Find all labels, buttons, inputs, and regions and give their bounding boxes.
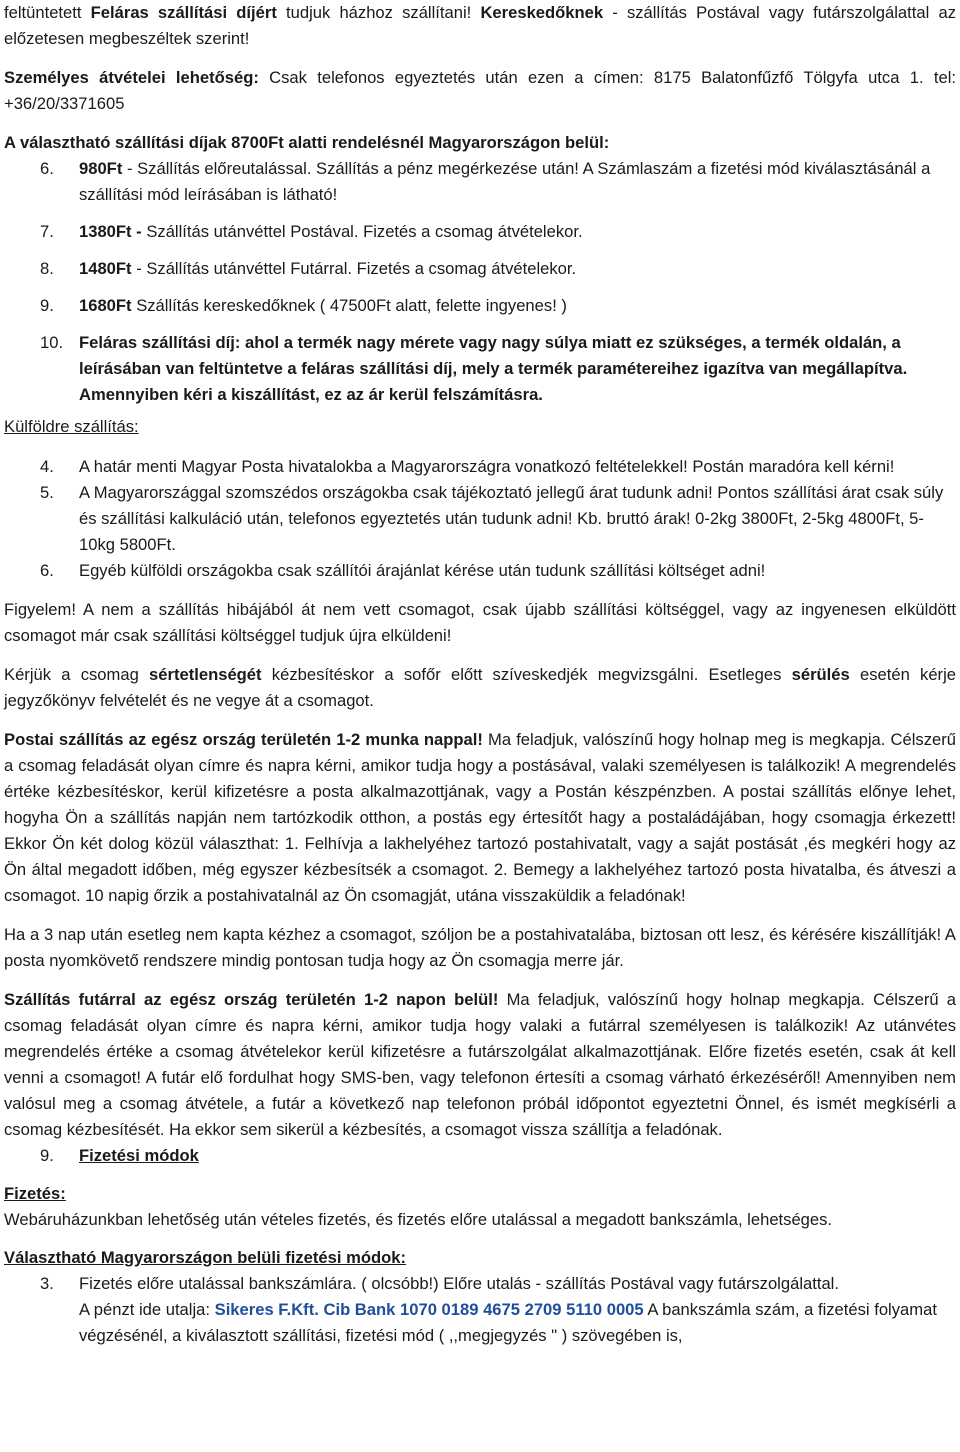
personal-pickup-text: Csak telefonos egyeztetés után ezen a címen: 8175 Balatonfűzfő Tölgyfa utca 1. tel: +36/20/3371605 bbox=[4, 68, 956, 113]
fee-price: 980Ft bbox=[79, 159, 123, 178]
fee-price: 1480Ft bbox=[79, 259, 132, 278]
list-item bbox=[4, 480, 956, 558]
fee-text: ahol a termék nagy mérete vagy nagy súlya miatt ez szükséges, a termék oldalán, a leírásában van feltüntetve a feláras szállítási díj, mely a termék paramétereihez igazítva van megállapítva. Amennyiben kéri a kiszállítást, ez az ár kerül felszámításra. bbox=[79, 333, 908, 404]
fee-price: 1680Ft bbox=[79, 296, 132, 315]
item-number: 6. bbox=[40, 561, 54, 580]
courier-text: Ma feladjuk, valószínű hogy holnap megkapja. Célszerű a csomag feladását olyan címre és napra kérni, amikor tudja hogy valaki a futárral személyesen is találkozik! Az utánvétes megrendelés értéke a csomag átvételekor kerül kifizetésre a futárszolgálat alkalmazottjának. Előre fizetés esetén, csak át kell venni a csomagot! A futár elő fordulhat hogy SMS-ben, vagy telefonon értesíti a csomag várható érkezéséről! Amennyiben nem valósul meg a csomag átvétele, a futár a következő nap telefonon próbál időpontot egyeztetni Önnel, és ismét megkísérli a csomag kézbesítését. Ha ekkor sem sikerül a kézbesítés, a csomagot vissza szállítja a feladónak. bbox=[4, 990, 956, 1139]
intro-text: feltüntetett bbox=[4, 3, 91, 22]
list-item bbox=[4, 219, 956, 245]
payment-text: Webáruházunkban lehetőség után vételes fizetés, és fizetés előre utalással a megadott bankszámla, lehetséges. bbox=[4, 1210, 833, 1229]
abroad-text: Egyéb külföldi országokba csak szállítói árajánlat kérése után tudunk szállítási költséget adni! bbox=[79, 561, 766, 580]
item-number: 6. bbox=[40, 159, 54, 178]
personal-pickup-paragraph bbox=[4, 65, 956, 117]
abroad-heading: Külföldre szállítás: bbox=[4, 417, 139, 436]
intro-text: tudjuk házhoz szállítani! bbox=[276, 3, 481, 22]
payment-method-text: Fizetés előre utalással bankszámlára. ( olcsóbb!) Előre utalás - szállítás Postával vagy futárszolgálattal. bbox=[79, 1274, 839, 1293]
item-number: 3. bbox=[40, 1274, 54, 1293]
fee-text: - Szállítás utánvéttel Futárral. Fizetés a csomag átvételekor. bbox=[131, 259, 577, 278]
post-delivery-title: Postai szállítás az egész ország területén 1-2 munka nappal! bbox=[4, 730, 483, 749]
payment-section-title: Fizetési módok bbox=[79, 1146, 199, 1165]
domestic-fees-heading: A választható szállítási díjak 8700Ft alatti rendelésnél Magyarországon belül: bbox=[4, 133, 610, 152]
fee-price: 1380Ft - bbox=[79, 222, 147, 241]
item-number: 4. bbox=[40, 457, 54, 476]
abroad-text: A Magyarországgal szomszédos országokba csak tájékoztató jellegű árat tudunk adni! Pontos szállítási árat csak súly és szállítási kalkuláció után, telefonos egyeztetés után tudunk adni! Kb. bruttó árak! 0-2kg 3800Ft, 2-5kg 4800Ft, 5-10kg 5800Ft. bbox=[79, 483, 944, 554]
courier-paragraph bbox=[4, 987, 956, 1143]
list-item bbox=[4, 454, 956, 480]
list-item bbox=[4, 256, 956, 282]
fee-text: - Szállítás előreutalással. Szállítás a pénz megérkezése után! A Számlaszám a fizetési mód kiválasztásánál a szállítási mód leírásában is látható! bbox=[79, 159, 931, 204]
abroad-text: A határ menti Magyar Posta hivatalokba a Magyarországra vonatkozó feltételekkel! Postán maradóra kell kérni! bbox=[79, 457, 895, 476]
list-item: 3. Fizetés előre utalással bankszámlára. ( olcsóbb!) Előre utalás - szállítás Postával vagy futárszolgálattal. A pénzt ide utalja: Sikeres F.Kft. Cib Bank 1070 0189 4675 2709 5110 0005 A bankszámla szám, a fizetési folyamat végzésénél, a kiválasztott szállítási, fizetési mód ( ,,megjegyzés " ) szövegében is, bbox=[4, 1271, 956, 1349]
item-number: 9. bbox=[40, 296, 54, 315]
inspect-paragraph: Kérjük a csomag sértetlenségét kézbesítéskor a sofőr előtt szíveskedjék megvizsgálni. Esetleges sérülés esetén kérje jegyzőkönyv felvételét és ne vegye át a csomagot. bbox=[4, 665, 956, 710]
list-item bbox=[4, 330, 956, 408]
warning-paragraph: Figyelem! A nem a szállítás hibájából át nem vett csomagot, csak újabb szállítási költséggel, vagy az ingyenesen elküldött csomagot már csak szállítási költséggel tudjuk újra elküldeni! bbox=[4, 600, 956, 645]
surcharge-term: Feláras szállítási díjért bbox=[90, 3, 277, 22]
fee-text: Szállítás kereskedőknek ( 47500Ft alatt, felette ingyenes! ) bbox=[131, 296, 567, 315]
dealers-term: Kereskedőknek bbox=[480, 3, 604, 22]
company-name: Sikeres F.Kft. bbox=[214, 1300, 319, 1319]
list-item bbox=[4, 558, 956, 584]
item-number: 10. bbox=[40, 333, 64, 352]
item-number: 8. bbox=[40, 259, 54, 278]
fee-text: Szállítás utánvéttel Postával. Fizetés a csomag átvételekor. bbox=[146, 222, 583, 241]
list-item bbox=[4, 1143, 956, 1169]
intro-text: - szállítás Postával vagy futárszolgálattal az előzetesen megbeszéltek szerint! bbox=[4, 3, 956, 48]
personal-pickup-label: Személyes átvételei lehetőség: bbox=[4, 68, 259, 87]
payment-section-list bbox=[4, 1143, 956, 1169]
list-item bbox=[4, 156, 956, 208]
courier-title: Szállítás futárral az egész ország területén 1-2 napon belül! bbox=[4, 990, 499, 1009]
list-item bbox=[4, 293, 956, 319]
post-delivery-paragraph bbox=[4, 727, 956, 909]
item-number: 9. bbox=[40, 1146, 54, 1165]
intro-paragraph bbox=[4, 0, 956, 52]
item-number: 5. bbox=[40, 483, 54, 502]
domestic-fees-list bbox=[4, 156, 956, 408]
payment-methods-list bbox=[4, 1271, 956, 1349]
payment-label: Fizetés: bbox=[4, 1184, 66, 1203]
bank-account-number: 1070 0189 4675 2709 5110 0005 bbox=[400, 1300, 644, 1319]
bank-name: Cib Bank bbox=[323, 1300, 396, 1319]
post-delivery-text: Ma feladjuk, valószínű hogy holnap meg is megkapja. Célszerű a csomag feladását olyan címre és napra kérni, amikor tudja hogy a postásával, valaki személyesen is találkozik! A megrendelés értéke kézbesítéskor, kerül kifizetésre a posta alkalmazottjának, vagy a Postán készpénzben. A postai szállítás előnye lehet, hogyha Ön a szállítás napján nem tartózkodik otthon, a postás egy értesítőt hagy a postaládájában, hogy csomagja érkezett! Ekkor Ön két dolog közül választhat: 1. Felhívja a lakhelyéhez tartozó postahivatalt, vagy a saját postását ,és megkéri hogy az Ön által megadott időben, még egyszer kézbesítsék a csomagot. 2. Bemegy a lakhelyéhez tartozó posta hivatalba, és átveszi a csomagot. 10 napig őrzik a postahivatalnál az Ön csomagját, utána visszaküldik a feladónak! bbox=[4, 730, 956, 905]
fee-price: Feláras szállítási díj: bbox=[79, 333, 241, 352]
post-3days-paragraph: Ha a 3 nap után esetleg nem kapta kézhez a csomagot, szóljon be a postahivatalába, biztosan ott lesz, és kérésére kiszállítják! A posta nyomkövető rendszere mindig pontosan tudja hogy az Ön csomagja merre jár. bbox=[4, 925, 956, 970]
item-number: 7. bbox=[40, 222, 54, 241]
abroad-list bbox=[4, 454, 956, 584]
payment-domestic-heading: Választható Magyarországon belüli fizetési módok: bbox=[4, 1248, 407, 1267]
